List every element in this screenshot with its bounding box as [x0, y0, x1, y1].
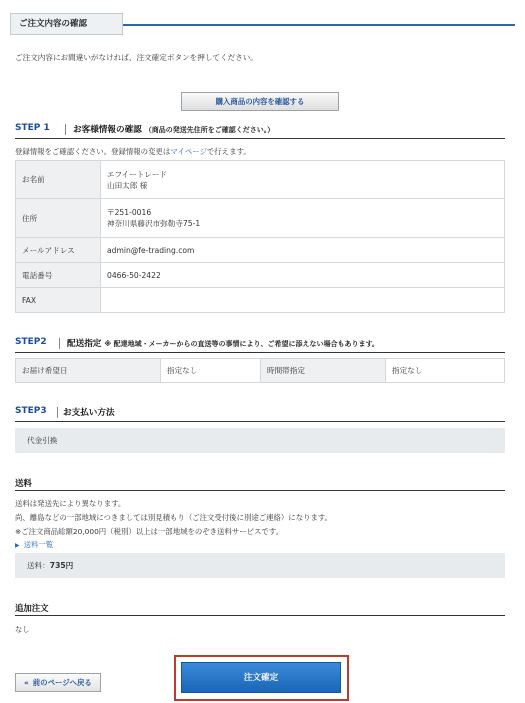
shipping-note-2: 尚、離島などの一部地域につきましては別見積もり（ご注文受付後に別途ご連絡）になります。 [15, 513, 333, 522]
name-value [101, 161, 505, 199]
shipping-note-1: 送料は発送先により異なります。 [15, 499, 126, 508]
table-row [16, 161, 505, 199]
step3-title: お支払い方法 [63, 408, 115, 418]
phone-value: 0466-50-2422 [101, 263, 505, 288]
shipping-list-link-text: 送料一覧 [23, 540, 54, 549]
table-row [16, 238, 505, 263]
step1-desc-before: 登録情報をご確認ください。登録情報の変更は [15, 147, 171, 156]
delivery-time-value: 指定なし [386, 359, 505, 383]
step1-header [15, 123, 505, 139]
double-chevron-left-icon: « [24, 678, 29, 687]
shipping-fee-value: 735円 [49, 561, 74, 570]
mypage-link[interactable]: マイページ [170, 147, 207, 156]
shipping-list-link[interactable] [15, 539, 53, 550]
table-row [16, 288, 505, 313]
name-label: お名前 [16, 161, 101, 199]
title-divider [123, 24, 515, 26]
shipping-header: 送料 [15, 477, 505, 491]
address-value [101, 199, 505, 238]
person-name: 山田太郎 様 [107, 180, 148, 190]
step2-title-text: 配送指定 [67, 339, 102, 349]
step3-number: STEP3 [15, 406, 47, 416]
page-title: ご注文内容の確認 [10, 13, 123, 35]
table-row [16, 263, 505, 288]
step1-description [15, 146, 251, 157]
confirm-order-button[interactable]: 注文確定 [181, 662, 341, 693]
fax-label: FAX [16, 288, 101, 313]
step1-number: STEP 1 [15, 123, 50, 133]
step2-note: ※ 配達地域・メーカーからの直送等の事情により、ご希望に添えない場合もあります。 [104, 340, 379, 348]
postal-code: 〒251-0016 [107, 208, 152, 217]
shipping-note-3: ※ご注文商品総額20,000円（税別）以上は一部地域をのぞき送料サービスです。 [15, 527, 283, 536]
intro-text: ご注文内容にお間違いがなければ、注文確定ボタンを押してください。 [15, 53, 258, 62]
email-label: メールアドレス [16, 238, 101, 263]
step3-header [15, 406, 505, 422]
delivery-date-value: 指定なし [161, 359, 261, 383]
additional-order-header: 追加注文 [15, 602, 505, 616]
step1-separator [65, 124, 66, 135]
address-label: 住所 [16, 199, 101, 238]
step1-title [73, 123, 274, 135]
payment-method-value: 代金引換 [27, 436, 58, 445]
delivery-time-label: 時間帯指定 [261, 359, 386, 383]
back-button-label: 前のページへ戻る [32, 678, 92, 687]
step2-title [67, 337, 379, 349]
step1-note: （商品の発送先住所をご確認ください。） [144, 126, 275, 134]
shipping-fee-box [15, 553, 505, 578]
step2-separator [59, 338, 60, 349]
step3-separator [57, 407, 58, 418]
step2-header [15, 337, 505, 353]
customer-info-table [15, 160, 505, 313]
table-row [16, 199, 505, 238]
back-button[interactable] [15, 673, 101, 692]
shipping-fee-label: 送料： [27, 561, 50, 570]
address-line: 神奈川県藤沢市弥勒寺75-1 [107, 219, 201, 228]
step1-desc-after: で行えます。 [206, 147, 251, 156]
phone-label: 電話番号 [16, 263, 101, 288]
email-value: admin@fe-trading.com [101, 238, 505, 263]
fax-value [101, 288, 505, 313]
additional-order-value: なし [15, 625, 30, 634]
step2-number: STEP2 [15, 337, 47, 347]
delivery-date-label: お届け希望日 [16, 359, 161, 383]
triangle-right-icon: ▶ [15, 542, 20, 549]
step1-title-text: お客様情報の確認 [73, 125, 142, 135]
company-name: エフイートレード [107, 169, 168, 179]
delivery-table [15, 358, 505, 383]
page-title-bar [10, 13, 515, 35]
payment-method-box [15, 428, 505, 453]
table-row [16, 359, 505, 383]
confirm-goods-button[interactable]: 購入商品の内容を確認する [181, 92, 339, 111]
